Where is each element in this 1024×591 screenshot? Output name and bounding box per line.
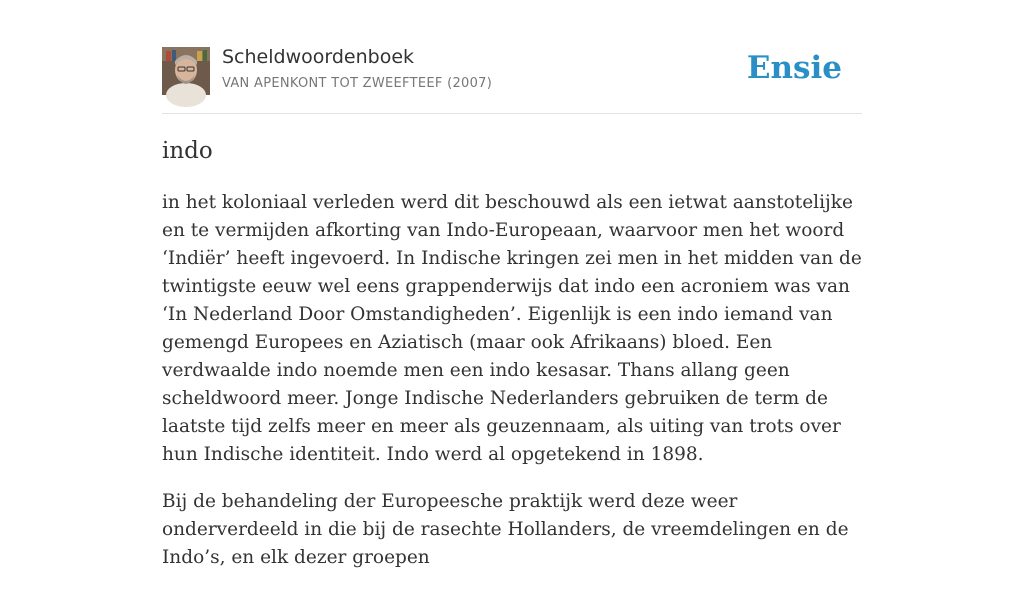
entry-body (162, 189, 864, 591)
entry-paragraph: Bij de behandeling der Europeesche praktijk werd deze weer onderverdeeld in die bij de rasechte Hollanders, de vreemdelingen en de Indo’s, en elk dezer groepen (162, 491, 849, 568)
source-title[interactable]: Scheldwoordenboek (222, 46, 415, 68)
author-portrait-image (162, 47, 210, 95)
header-divider (162, 113, 862, 114)
ensie-logo[interactable]: Ensie (746, 50, 842, 86)
entry-paragraph: in het koloniaal verleden werd dit beschouwd als een ietwat aanstotelijke en te vermijden afkorting van Indo-Europeaan, waarvoor men het woord ‘Indiër’ heeft ingevoerd. In Indische kringen zei men in het midden van de twintigste eeuw wel eens grappenderwijs dat indo een acroniem was van ‘In Nederland Door Omstandigheden’. Eigenlijk is een indo iemand van gemengd Europees en Aziatisch (maar ook Afrikaans) bloed. Een verdwaalde indo noemde men een indo kesasar. Thans allang geen scheldwoord meer. Jonge Indische Nederlanders gebruiken de term de laatste tijd zelfs meer en meer als geuzennaam, als uiting van trots over hun Indische identiteit. Indo werd al opgetekend in 1898. (162, 192, 862, 465)
author-avatar[interactable] (162, 47, 210, 95)
entry-headword: indo (162, 138, 213, 164)
source-header (162, 46, 862, 96)
source-subtitle: VAN APENKONT TOT ZWEEFTEEF (2007) (222, 76, 493, 91)
